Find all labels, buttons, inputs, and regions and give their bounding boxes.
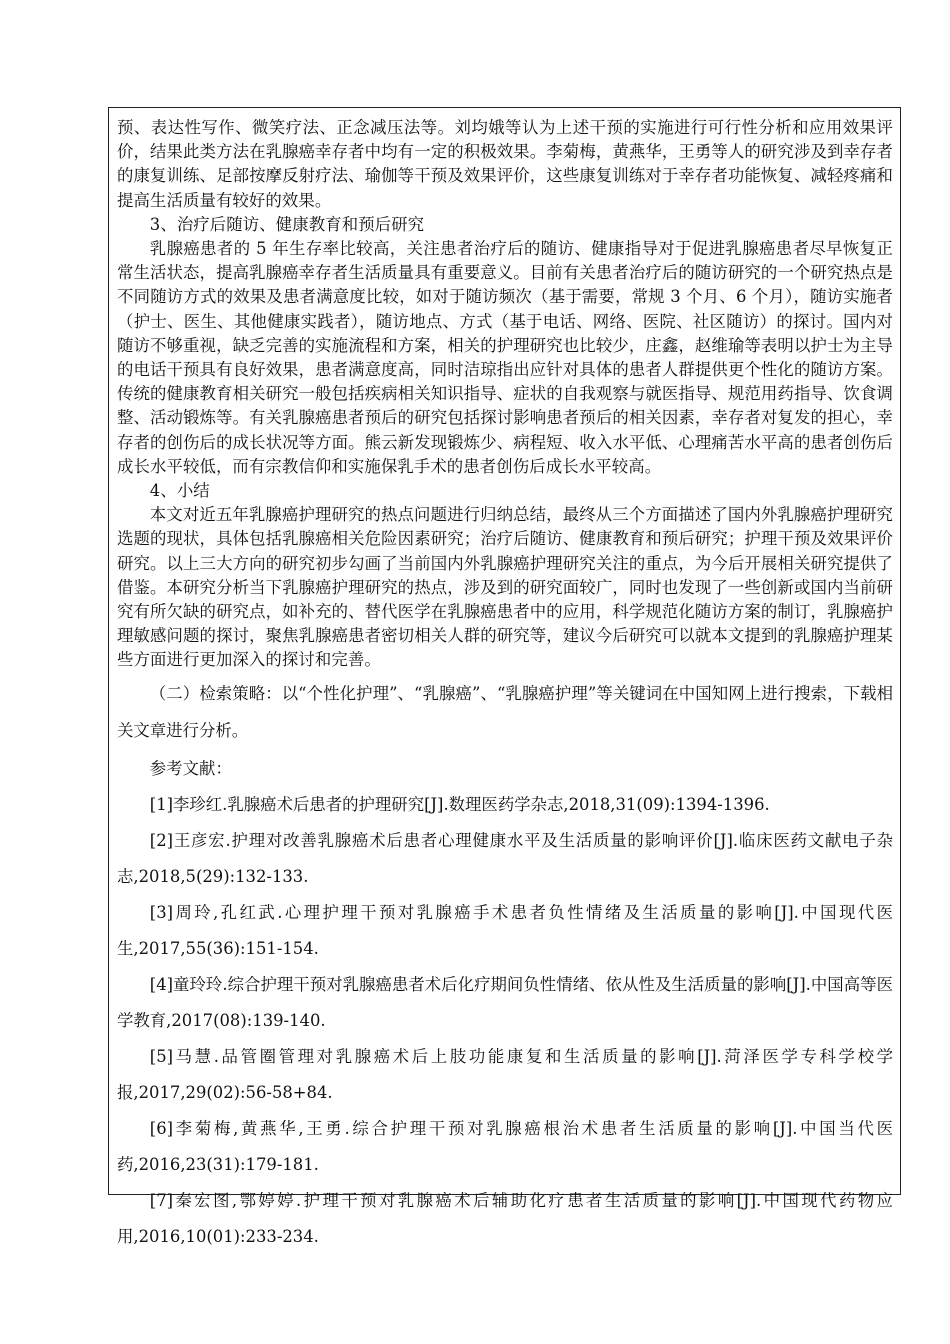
reference-item: [3]周玲,孔红武.心理护理干预对乳腺癌手术患者负性情绪及生活质量的影响[J].中国现代医生,2017,55(36):151-154. [117,903,893,959]
reference-item: [4]童玲玲.综合护理干预对乳腺癌患者术后化疗期间负性情绪、依从性及生活质量的影响[J].中国高等医学教育,2017(08):139-140. [117,975,893,1031]
reference-item: [7]秦宏图,鄂婷婷.护理干预对乳腺癌术后辅助化疗患者生活质量的影响[J].中国现代药物应用,2016,10(01):233-234. [117,1191,893,1247]
body-text [117,116,893,673]
document-content [117,116,893,1255]
reference-item: [2]王彦宏.护理对改善乳腺癌术后患者心理健康水平及生活质量的影响评价[J].临床医药文献电子杂志,2018,5(29):132-133. [117,831,893,887]
references-heading: 参考文献： [149,758,232,778]
section3-paragraph: 乳腺癌患者的 5 年生存率比较高，关注患者治疗后的随访、健康指导对于促进乳腺癌患者尽早恢复正常生活状态，提高乳腺癌幸存者生活质量具有重要意义。目前有关患者治疗后的随访研究的一个研究热点是不同随访方式的效果及患者满意度比较，如对于随访频次（基于需要，常规 3 个月、6 个月），随访实施者（护士、医生、其他健康实践者），随访地点、方式（基于电话、网络、医院、社区随访）的探讨。国内对随访不够重视，缺乏完善的实施流程和方案，相关的护理研究也比较少，庄鑫，赵维瑜等表明以护士为主导的电话干预具有良好效果，患者满意度高，同时洁琼指出应针对具体的患者人群提供更个性化的随访方案。传统的健康教育相关研究一般包括疾病相关知识指导、症状的自我观察与就医指导、规范用药指导、饮食调整、活动锻炼等。有关乳腺癌患者预后的研究包括探讨影响患者预后的相关因素，幸存者对复发的担心，幸存者的创伤后的成长状况等方面。熊云新发现锻炼少、病程短、收入水平低、心理痛苦水平高的患者创伤后成长水平较低，而有宗教信仰和实施保乳手术的患者创伤后成长水平较高。 [117,239,893,476]
reference-item: [6]李菊梅,黄燕华,王勇.综合护理干预对乳腺癌根治术患者生活质量的影响[J].中国当代医药,2016,23(31):179-181. [117,1119,893,1175]
reference-item: [5]马慧.品管圈管理对乳腺癌术后上肢功能康复和生活质量的影响[J].菏泽医学专科学校学报,2017,29(02):56-58+84. [117,1047,893,1103]
reference-item: [1]李珍红.乳腺癌术后患者的护理研究[J].数理医药学杂志,2018,31(09):1394-1396. [149,795,770,815]
section4-heading: 4、小结 [149,481,210,501]
search-strategy-paragraph: （二）检索策略：以“个性化护理”、“乳腺癌”、“乳腺癌护理”等关键词在中国知网上进行搜索，下载相关文章进行分析。 [117,683,893,741]
intro-continuation-paragraph: 预、表达性写作、微笑疗法、正念减压法等。刘均娥等认为上述干预的实施进行可行性分析和应用效果评价，结果此类方法在乳腺癌幸存者中均有一定的积极效果。李菊梅，黄燕华，王勇等人的研究涉及到幸存者的康复训练、足部按摩反射疗法、瑜伽等干预及效果评价，这些康复训练对于幸存者功能恢复、减轻疼痛和提高生活质量有较好的效果。 [117,118,893,210]
search-and-references [117,675,893,1256]
section3-heading: 3、治疗后随访、健康教育和预后研究 [149,214,425,234]
section4-paragraph: 本文对近五年乳腺癌护理研究的热点问题进行归纳总结，最终从三个方面描述了国内外乳腺癌护理研究选题的现状，具体包括乳腺癌相关危险因素研究；治疗后随访、健康教育和预后研究；护理干预及效果评价研究。以上三大方向的研究初步勾画了当前国内外乳腺癌护理研究关注的重点，为今后开展相关研究提供了借鉴。本研究分析当下乳腺癌护理研究的热点，涉及到的研究面较广，同时也发现了一些创新或国内当前研究有所欠缺的研究点，如补充的、替代医学在乳腺癌患者中的应用，科学规范化随访方案的制订，乳腺癌护理敏感问题的探讨，聚焦乳腺癌患者密切相关人群的研究等，建议今后研究可以就本文提到的乳腺癌护理某些方面进行更加深入的探讨和完善。 [117,505,893,670]
